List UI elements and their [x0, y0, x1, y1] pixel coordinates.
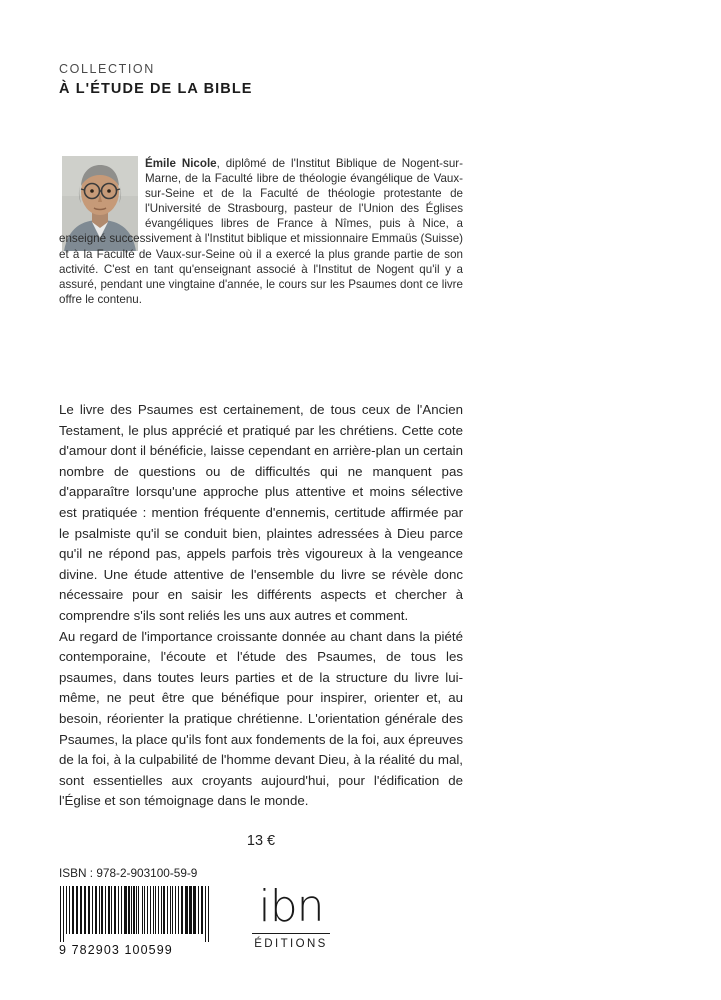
blurb-paragraph-2: Au regard de l'importance croissante donnée au chant dans la piété contemporaine, l'écoute et l'étude des Psaumes, de tous les psaumes, dans toutes leurs parties et de la structure du livre lui-même, ne peut être que bénéfique pour inspirer, orienter et, au besoin, réorienter la pratique chrétienne. L'orientation générale des Psaumes, la place qu'ils font aux fondements de la foi, aux épreuves de la foi, à la culpabilité de l'homme devant Dieu, à la réalité du mal, sont essentielles aux croyants aujourd'hui, pour l'édification de l'Église et son témoignage dans le monde.: [59, 628, 463, 809]
publisher-name: ÉDITIONS: [254, 938, 328, 951]
barcode: [59, 886, 211, 957]
collection-label: COLLECTION: [59, 62, 155, 76]
collection-header: [59, 62, 253, 97]
barcode-number: 9 782903 100599: [59, 943, 173, 957]
photo-text-wrap-spacer: [59, 156, 145, 219]
blurb: [59, 400, 463, 812]
author-bio-text: , diplômé de l'Institut Biblique de Nogent-sur-Marne, de la Faculté libre de théologie évangélique de Vaux-sur-Seine et de la Faculté de théologie protestante de l'Université de Strasbourg, pasteur de l'Union des Églises évangéliques libres de France à Nîmes, puis à Nice, a enseigné successivement à l'Institut biblique et missionnaire Emmaüs (Suisse) et à la Faculté de Vaux-sur-Seine où il a exercé la plus grande partie de son activité. C'est en tant qu'enseignant associé à l'Institut de Nogent qu'il y a assuré, pendant une vingtaine d'année, le cours sur les Psaumes dont ce livre offre le contenu.: [59, 157, 463, 306]
price: 13 €: [246, 833, 276, 849]
collection-title: À L'ÉTUDE DE LA BIBLE: [59, 81, 253, 97]
publisher-logo: [243, 881, 339, 951]
publisher-rule: [252, 933, 330, 934]
isbn-label: ISBN : 978-2-903100-59-9: [59, 866, 198, 880]
author-bio: [59, 156, 463, 307]
blurb-paragraph-1: Le livre des Psaumes est certainement, de tous ceux de l'Ancien Testament, le plus apprécié et pratiqué par les chrétiens. Cette cote d'amour dont il bénéficie, laisse cependant en arrière-plan un certain nombre de questions ou de difficultés qui ne manquent pas d'apparaître lorsqu'une approche plus attentive et moins sélective est pratiquée : mention fréquente d'ennemis, certitude affirmée par le psalmiste qu'il se conduit bien, plaintes adressées à Dieu parce qu'il ne répond pas, appels parfois très vigoureux à la vengeance divine. Une étude attentive de l'ensemble du livre se révèle donc nécessaire pour en saisir les différents aspects et chercher à comprendre s'ils sont reliés les uns aux autres et comment.: [59, 402, 463, 623]
barcode-bars: [59, 886, 211, 934]
author-name: Émile Nicole: [145, 157, 217, 170]
publisher-mark: ibn: [258, 881, 324, 932]
